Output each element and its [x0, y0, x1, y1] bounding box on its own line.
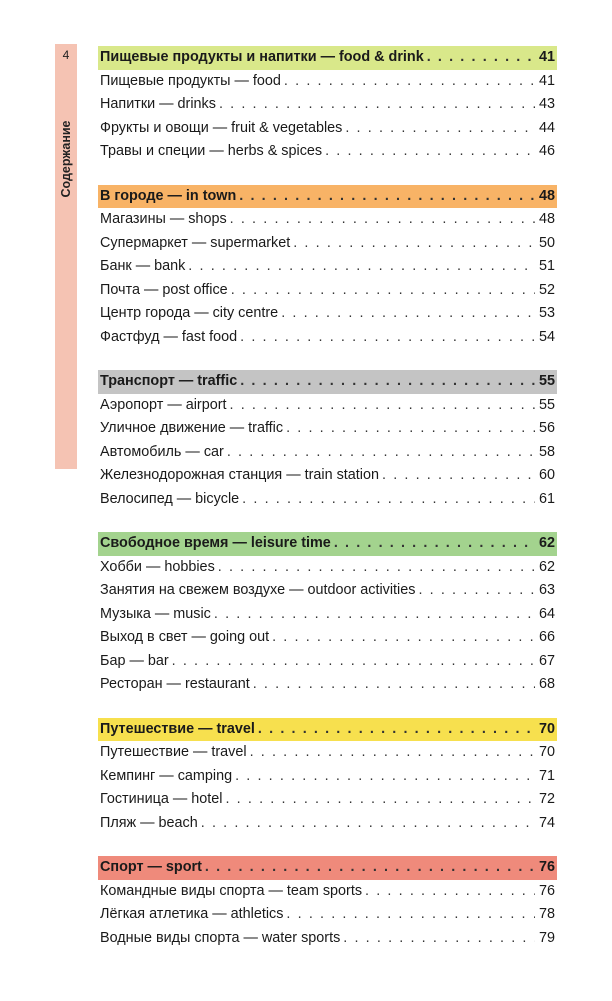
- page-ref: 74: [538, 814, 555, 831]
- entry-title: Лёгкая атлетика — athletics: [100, 906, 284, 922]
- section-header[interactable]: [98, 718, 557, 742]
- entry-title: Командные виды спорта — team sports: [100, 882, 363, 899]
- page-ref: 43: [538, 96, 555, 112]
- dot-leader: [343, 927, 535, 951]
- toc-entry[interactable]: [98, 302, 557, 326]
- dot-leader: [201, 812, 535, 836]
- dot-leader: [325, 140, 535, 164]
- section-header[interactable]: [98, 370, 557, 394]
- toc-entry[interactable]: [98, 579, 557, 603]
- dot-leader: [281, 302, 535, 326]
- toc-entry[interactable]: [98, 279, 557, 303]
- dot-leader: [205, 856, 535, 880]
- toc-entry[interactable]: [98, 556, 557, 580]
- toc-entry[interactable]: [98, 903, 557, 927]
- page-ref: 48: [538, 187, 555, 204]
- dot-leader: [230, 208, 535, 232]
- dot-leader: [235, 765, 535, 789]
- page-ref: 76: [538, 882, 555, 899]
- toc-entry[interactable]: [98, 394, 557, 418]
- section-header[interactable]: [98, 856, 557, 880]
- section-title: Путешествие — travel: [100, 720, 255, 737]
- toc-entry[interactable]: [98, 603, 557, 627]
- toc-entry[interactable]: [98, 880, 557, 904]
- entry-title: Автомобиль — car: [100, 443, 224, 460]
- page-ref: 52: [538, 281, 555, 298]
- page-ref: 60: [538, 467, 555, 483]
- entry-title: Бар — bar: [100, 652, 169, 669]
- toc-entry[interactable]: [98, 673, 557, 697]
- dot-leader: [231, 279, 535, 303]
- entry-title: Напитки — drinks: [100, 96, 216, 112]
- table-of-contents: [98, 46, 557, 971]
- page-ref: 66: [538, 629, 555, 645]
- section-title: Пищевые продукты и напитки — food & drink: [100, 49, 424, 65]
- toc-entry[interactable]: [98, 765, 557, 789]
- dot-leader: [219, 93, 535, 117]
- dot-leader: [427, 46, 535, 70]
- page-number: 4: [62, 48, 70, 62]
- section-title: Транспорт — traffic: [100, 373, 238, 389]
- dot-leader: [239, 185, 535, 209]
- entry-title: Музыка — music: [100, 605, 211, 622]
- page-ref: 78: [538, 906, 555, 922]
- toc-entry[interactable]: [98, 232, 557, 256]
- page-ref: 55: [538, 373, 555, 389]
- entry-title: Банк — bank: [100, 258, 186, 274]
- entry-title: Пищевые продукты — food: [100, 72, 281, 89]
- toc-entry[interactable]: [98, 70, 557, 94]
- entry-title: Кемпинг — camping: [100, 767, 233, 784]
- page-ref: 64: [538, 605, 555, 622]
- toc-section: [98, 532, 557, 697]
- toc-entry[interactable]: [98, 417, 557, 441]
- page-ref: 48: [538, 211, 555, 227]
- entry-title: Центр города — city centre: [100, 305, 279, 321]
- section-title: Свободное время — leisure time: [100, 535, 331, 551]
- page-ref: 54: [538, 328, 555, 345]
- dot-leader: [365, 880, 535, 904]
- page-ref: 76: [538, 859, 555, 875]
- entry-title: Занятия на свежем воздухе — outdoor activities: [100, 582, 416, 598]
- page-ref: 58: [538, 443, 555, 460]
- page-ref: 70: [538, 720, 555, 737]
- dot-leader: [172, 650, 535, 674]
- dot-leader: [284, 70, 535, 94]
- toc-entry[interactable]: [98, 140, 557, 164]
- page-ref: 67: [538, 652, 555, 669]
- page-ref: 51: [538, 258, 555, 274]
- toc-entry[interactable]: [98, 650, 557, 674]
- dot-leader: [286, 417, 535, 441]
- dot-leader: [225, 788, 535, 812]
- entry-title: Аэропорт — airport: [100, 396, 227, 413]
- entry-title: Почта — post office: [100, 281, 228, 298]
- toc-entry[interactable]: [98, 488, 557, 512]
- dot-leader: [242, 488, 535, 512]
- toc-entry[interactable]: [98, 927, 557, 951]
- dot-leader: [382, 464, 535, 488]
- toc-entry[interactable]: [98, 812, 557, 836]
- entry-title: Железнодорожная станция — train station: [100, 467, 379, 483]
- entry-title: Травы и специи — herbs & spices: [100, 143, 323, 159]
- page-ref: 72: [538, 791, 555, 807]
- entry-title: Путешествие — travel: [100, 744, 247, 760]
- dot-leader: [250, 741, 535, 765]
- page-ref: 62: [538, 535, 555, 551]
- page-ref: 62: [538, 558, 555, 575]
- entry-title: Фастфуд — fast food: [100, 328, 238, 345]
- page-ref: 71: [538, 767, 555, 784]
- entry-title: Супермаркет — supermarket: [100, 234, 291, 251]
- dot-leader: [230, 394, 535, 418]
- page-ref: 53: [538, 305, 555, 321]
- page-ref: 44: [538, 119, 555, 136]
- toc-entry[interactable]: [98, 741, 557, 765]
- toc-section: [98, 370, 557, 511]
- toc-section: [98, 185, 557, 350]
- toc-entry[interactable]: [98, 326, 557, 350]
- entry-title: Велосипед — bicycle: [100, 490, 240, 507]
- dot-leader: [218, 556, 535, 580]
- toc-entry[interactable]: [98, 788, 557, 812]
- entry-title: Выход в свет — going out: [100, 629, 270, 645]
- toc-section: [98, 856, 557, 950]
- toc-entry[interactable]: [98, 255, 557, 279]
- section-header[interactable]: [98, 46, 557, 70]
- dot-leader: [334, 532, 535, 556]
- dot-leader: [258, 718, 535, 742]
- toc-entry[interactable]: [98, 93, 557, 117]
- page-ref: 46: [538, 143, 555, 159]
- page-ref: 41: [538, 49, 555, 65]
- toc-section: [98, 46, 557, 164]
- entry-title: Ресторан — restaurant: [100, 676, 250, 692]
- entry-title: Уличное движение — traffic: [100, 420, 284, 436]
- dot-leader: [227, 441, 535, 465]
- section-title: В городе — in town: [100, 187, 237, 204]
- toc-entry[interactable]: [98, 208, 557, 232]
- dot-leader: [286, 903, 535, 927]
- dot-leader: [345, 117, 535, 141]
- entry-title: Пляж — beach: [100, 814, 198, 831]
- entry-title: Магазины — shops: [100, 211, 227, 227]
- page-ref: 56: [538, 420, 555, 436]
- dot-leader: [418, 579, 535, 603]
- entry-title: Водные виды спорта — water sports: [100, 929, 341, 946]
- dot-leader: [214, 603, 535, 627]
- side-label: Содержание: [59, 120, 73, 198]
- dot-leader: [188, 255, 535, 279]
- toc-entry[interactable]: [98, 626, 557, 650]
- dot-leader: [253, 673, 535, 697]
- dot-leader: [240, 370, 535, 394]
- section-title: Спорт — sport: [100, 859, 202, 875]
- page-ref: 79: [538, 929, 555, 946]
- entry-title: Хобби — hobbies: [100, 558, 215, 575]
- toc-entry[interactable]: [98, 441, 557, 465]
- entry-title: Гостиница — hotel: [100, 791, 223, 807]
- page-ref: 50: [538, 234, 555, 251]
- page-ref: 41: [538, 72, 555, 89]
- section-header[interactable]: [98, 532, 557, 556]
- page-ref: 70: [538, 744, 555, 760]
- toc-entry[interactable]: [98, 117, 557, 141]
- entry-title: Фрукты и овощи — fruit & vegetables: [100, 119, 343, 136]
- section-header[interactable]: [98, 185, 557, 209]
- page-ref: 61: [538, 490, 555, 507]
- chapter-side-tab: [55, 44, 77, 469]
- dot-leader: [272, 626, 535, 650]
- page-ref: 68: [538, 676, 555, 692]
- dot-leader: [293, 232, 535, 256]
- toc-entry[interactable]: [98, 464, 557, 488]
- page-ref: 55: [538, 396, 555, 413]
- page-ref: 63: [538, 582, 555, 598]
- dot-leader: [240, 326, 535, 350]
- toc-section: [98, 718, 557, 836]
